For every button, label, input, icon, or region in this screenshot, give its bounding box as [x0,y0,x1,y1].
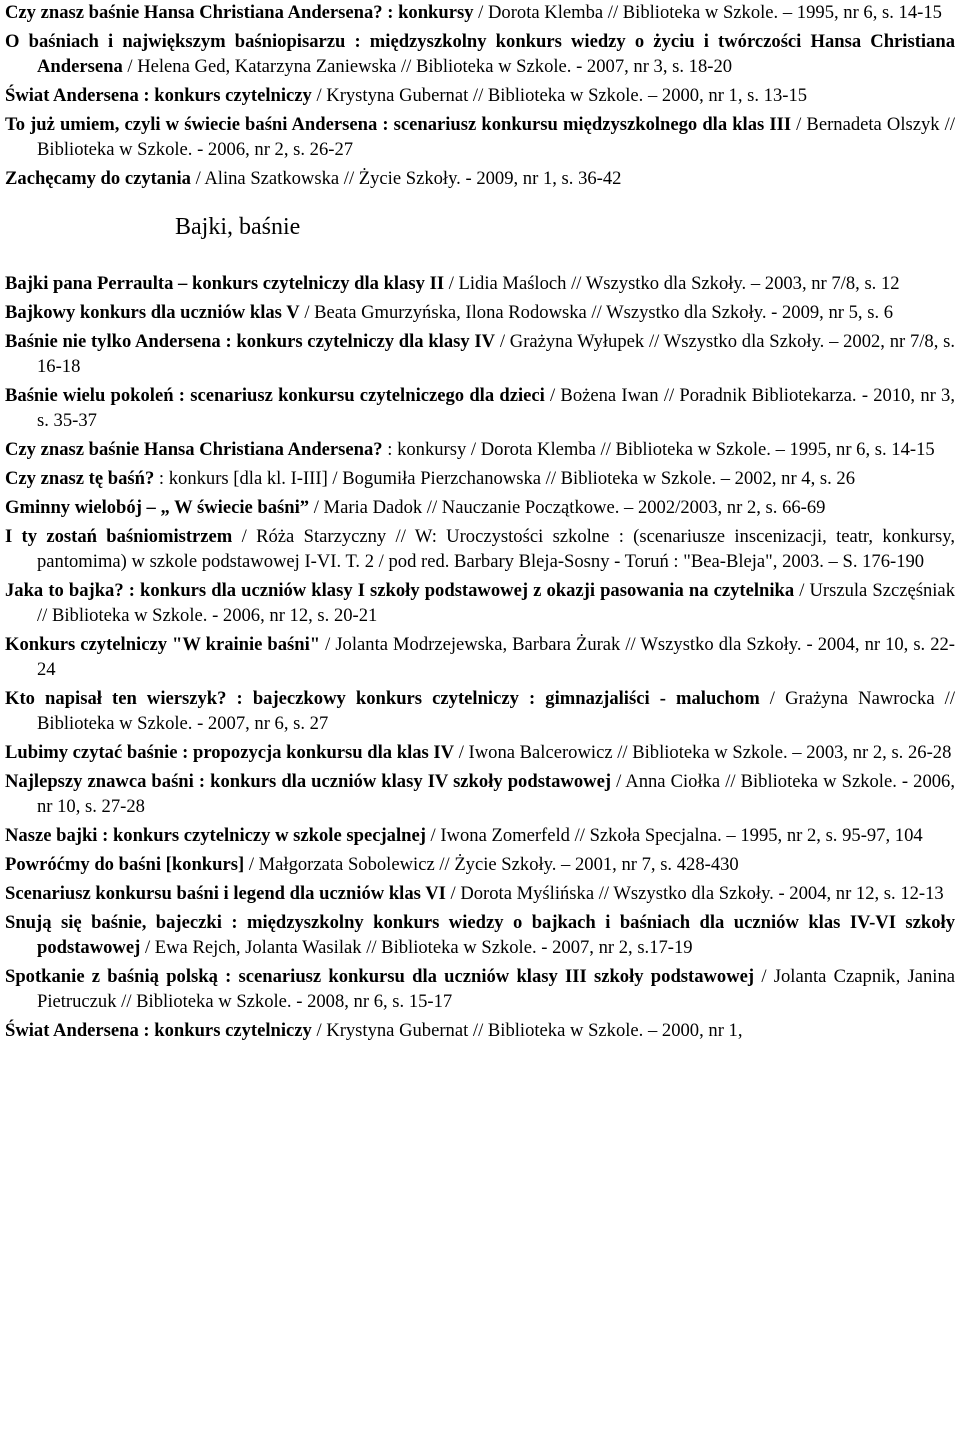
entry-title: Baśnie nie tylko Andersena : konkurs czytelniczy dla klasy IV [5,331,496,352]
bibliography-entry [5,578,955,628]
bibliography-entry [5,823,955,848]
entry-title: To już umiem, czyli w świecie baśni Andersena : scenariusz konkursu międzyszkolnego dla klas III [5,114,792,135]
entry-details: / Iwona Zomerfeld // Szkoła Specjalna. – 1995, nr 2, s. 95-97, 104 [425,825,923,846]
entry-details: / Urszula Szczęśniak // Biblioteka w Szkole. - 2006, nr 12, s. 20-21 [37,580,955,626]
entry-details: / Krystyna Gubernat // Biblioteka w Szkole. – 2000, nr 1, s. 13-15 [311,85,808,106]
entry-title: Powróćmy do baśni [konkurs] [5,854,245,875]
entry-details: / Jolanta Modrzejewska, Barbara Żurak // Wszystko dla Szkoły. - 2004, nr 10, s. 22-24 [37,634,955,680]
entry-title: Snują się baśnie, bajeczki : międzyszkolny konkurs wiedzy o bajkach i baśniach dla uczniów klas IV-VI szkoły podstawowej [5,912,955,958]
bibliography-entry [5,881,955,906]
bibliography-entry [5,852,955,877]
bibliography-entry [5,466,955,491]
entry-title: Bajki pana Perraulta – konkurs czytelniczy dla klasy II [5,273,445,294]
bibliography-entry [5,910,955,960]
entry-details: / Krystyna Gubernat // Biblioteka w Szkole. – 2000, nr 1, [311,1020,743,1041]
bibliography-entry [5,329,955,379]
top-bibliography-list [5,0,955,191]
entry-title: Spotkanie z baśnią polską : scenariusz konkursu dla uczniów klasy III szkoły podstawowej [5,966,755,987]
bibliography-entry [5,524,955,574]
bibliography-entry [5,1018,955,1043]
entry-title: Konkurs czytelniczy "W krainie baśni" [5,634,321,655]
entry-details: / Lidia Maśloch // Wszystko dla Szkoły. – 2003, nr 7/8, s. 12 [444,273,900,294]
bibliography-list [5,271,955,1043]
bibliography-entry [5,112,955,162]
entry-details: / Helena Ged, Katarzyna Zaniewska // Biblioteka w Szkole. - 2007, nr 3, s. 18-20 [122,56,733,77]
bibliography-entry [5,29,955,79]
bibliography-entry [5,383,955,433]
entry-details: / Iwona Balcerowicz // Biblioteka w Szkole. – 2003, nr 2, s. 26-28 [454,742,952,763]
entry-title: Scenariusz konkursu baśni i legend dla uczniów klas VI [5,883,446,904]
bibliography-entry [5,769,955,819]
section-heading: Bajki, baśnie [175,214,301,240]
entry-title: Jaka to bajka? : konkurs dla uczniów klasy I szkoły podstawowej z okazji pasowania na czytelnika [5,580,795,601]
entry-details: / Anna Ciołka // Biblioteka w Szkole. - 2006, nr 10, s. 27-28 [37,771,955,817]
bibliography-entry [5,437,955,462]
entry-details: / Jolanta Czapnik, Janina Pietruczuk // Biblioteka w Szkole. - 2008, nr 6, s. 15-17 [37,966,955,1012]
entry-title: Lubimy czytać baśnie : propozycja konkursu dla klas IV [5,742,455,763]
entry-details: / Beata Gmurzyńska, Ilona Rodowska // Wszystko dla Szkoły. - 2009, nr 5, s. 6 [299,302,894,323]
entry-title: Świat Andersena : konkurs czytelniczy [5,85,312,106]
entry-title: Gminny wielobój – „ W świecie baśni” [5,497,310,518]
entry-details: / Ewa Rejch, Jolanta Wasilak // Biblioteka w Szkole. - 2007, nr 2, s.17-19 [140,937,693,958]
entry-details: / Dorota Klemba // Biblioteka w Szkole. – 1995, nr 6, s. 14-15 [473,2,942,23]
entry-title: O baśniach i największym baśniopisarzu : międzyszkolny konkurs wiedzy o życiu i twórczości Hansa Christiana Andersena [5,31,955,77]
bibliography-entry [5,964,955,1014]
bibliography-entry [5,686,955,736]
entry-title: Czy znasz baśnie Hansa Christiana Andersena? [5,439,383,460]
bibliography-entry [5,740,955,765]
entry-title: Świat Andersena : konkurs czytelniczy [5,1020,312,1041]
entry-details: : konkurs [dla kl. I-III] / Bogumiła Pierzchanowska // Biblioteka w Szkole. – 2002, nr 4, s. 26 [154,468,856,489]
bibliography-entry [5,166,955,191]
bibliography-entry [5,495,955,520]
entry-details: / Róża Starzyczny // W: Uroczystości szkolne : (scenariusze inscenizacji, teatr, konkursy, pantomima) w szkole podstawowej I-VI. T. 2 / pod red. Barbary Bleja-Sosny - Toruń : "Bea-Bleja", 2003. – S. 176-190 [37,526,955,572]
entry-title: Baśnie wielu pokoleń : scenariusz konkursu czytelniczego dla dzieci [5,385,545,406]
bibliography-entry [5,271,955,296]
entry-title: Kto napisał ten wierszyk? : bajeczkowy konkurs czytelniczy : gimnazjaliści - maluchom [5,688,760,709]
bibliography-entry [5,0,955,25]
entry-title: Nasze bajki : konkurs czytelniczy w szkole specjalnej [5,825,426,846]
entry-details: / Grażyna Wyłupek // Wszystko dla Szkoły. – 2002, nr 7/8, s. 16-18 [37,331,955,377]
entry-title: Najlepszy znawca baśni : konkurs dla uczniów klasy IV szkoły podstawowej [5,771,612,792]
entry-details: / Bożena Iwan // Poradnik Bibliotekarza. - 2010, nr 3, s. 35-37 [37,385,955,431]
bibliography-entry [5,300,955,325]
entry-details: : konkursy / Dorota Klemba // Biblioteka w Szkole. – 1995, nr 6, s. 14-15 [382,439,935,460]
entry-title: Czy znasz tę baśń? [5,468,155,489]
entry-details: / Alina Szatkowska // Życie Szkoły. - 2009, nr 1, s. 36-42 [190,168,622,189]
entry-title: Bajkowy konkurs dla uczniów klas V [5,302,300,323]
entry-details: / Bernadeta Olszyk // Biblioteka w Szkole. - 2006, nr 2, s. 26-27 [37,114,956,160]
entry-title: Zachęcamy do czytania [5,168,191,189]
bibliography-entry [5,83,955,108]
entry-details: / Dorota Myślińska // Wszystko dla Szkoły. - 2004, nr 12, s. 12-13 [445,883,944,904]
entry-details: / Grażyna Nawrocka // Biblioteka w Szkole. - 2007, nr 6, s. 27 [37,688,956,734]
entry-details: / Maria Dadok // Nauczanie Początkowe. – 2002/2003, nr 2, s. 66-69 [309,497,826,518]
entry-title: Czy znasz baśnie Hansa Christiana Andersena? : konkursy [5,2,474,23]
entry-title: I ty zostań baśniomistrzem [5,526,233,547]
entry-details: / Małgorzata Sobolewicz // Życie Szkoły. – 2001, nr 7, s. 428-430 [244,854,739,875]
bibliography-entry [5,632,955,682]
